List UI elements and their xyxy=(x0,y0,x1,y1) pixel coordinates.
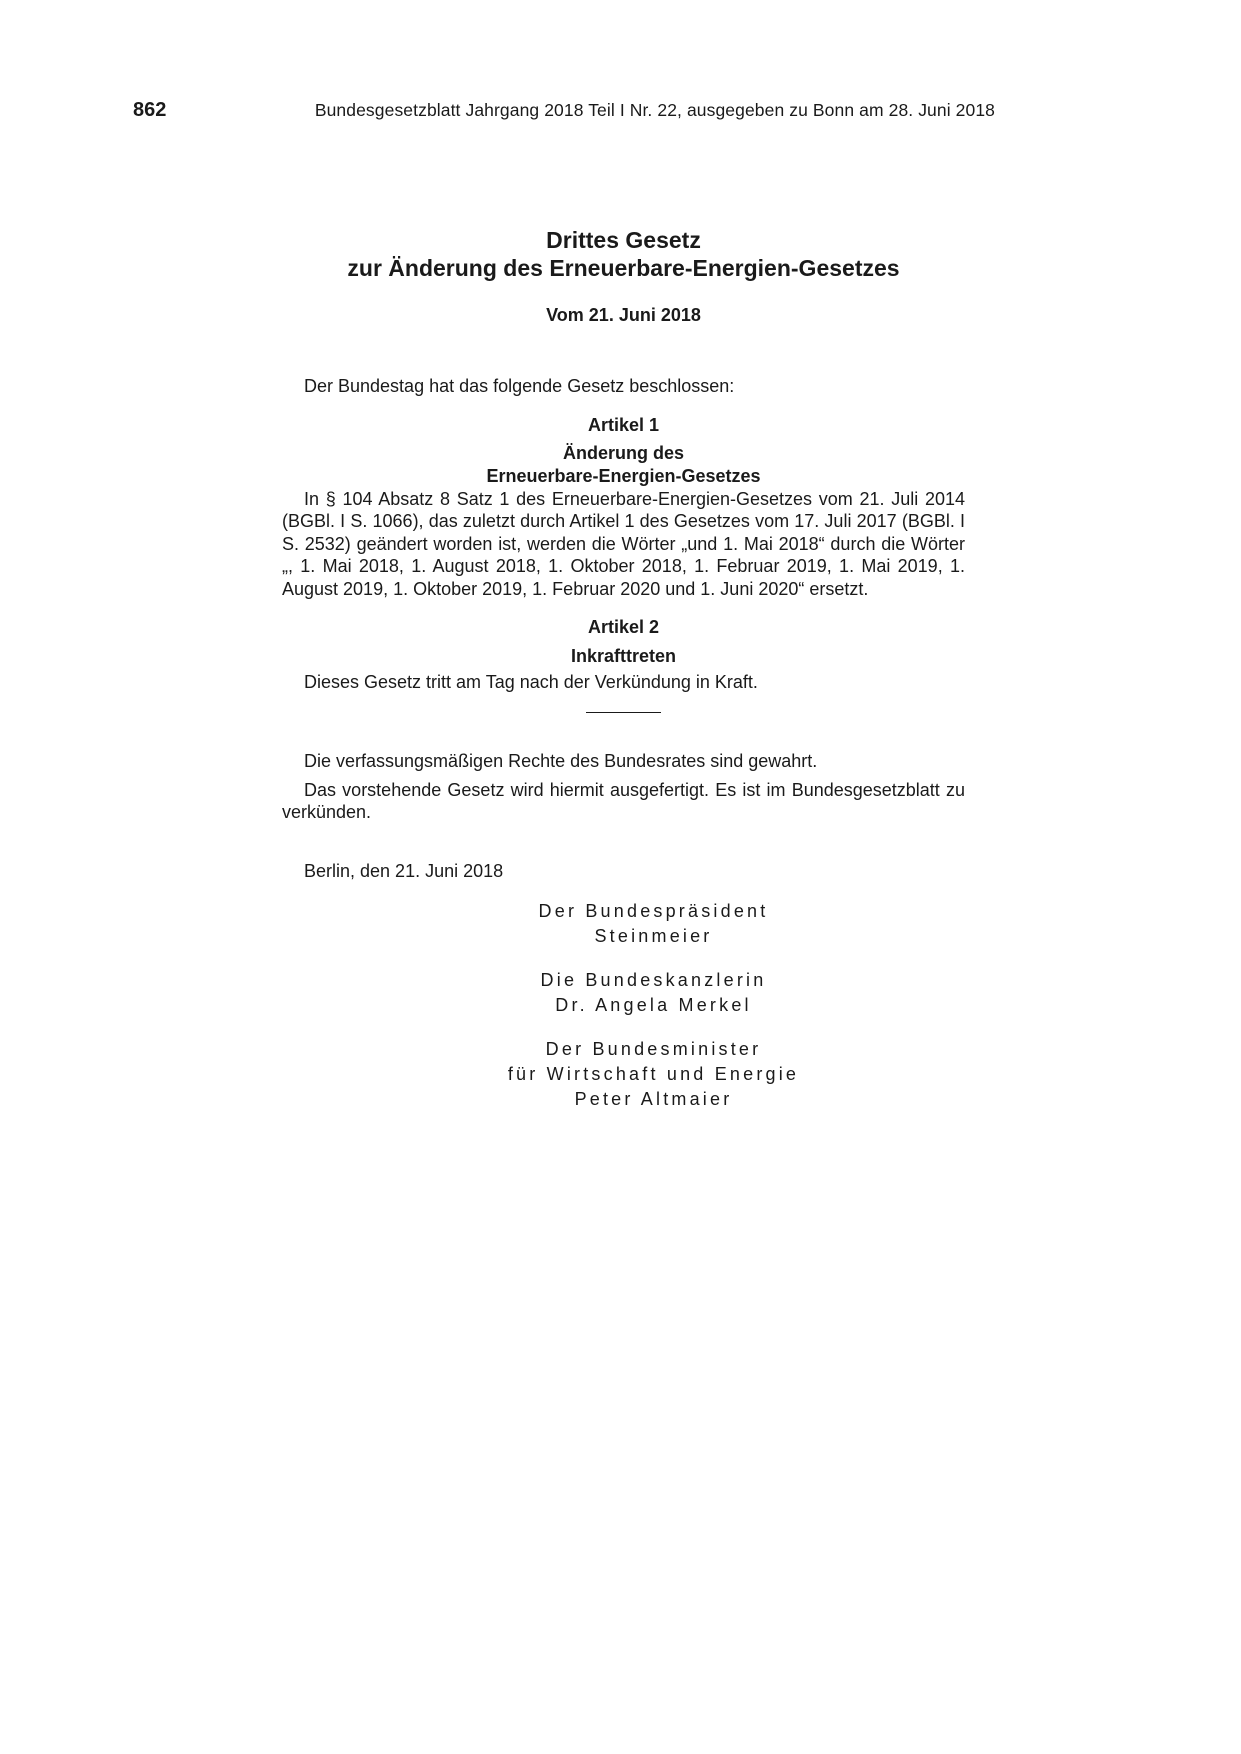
place-and-date: Berlin, den 21. Juni 2018 xyxy=(304,860,504,881)
page-header xyxy=(133,99,995,129)
document-body xyxy=(282,226,965,1112)
section-divider xyxy=(586,712,661,713)
signatory-role: Der Bundespräsident xyxy=(538,900,769,921)
document-date: Vom 21. Juni 2018 xyxy=(546,305,701,325)
article-1-number: Artikel 1 xyxy=(587,414,660,435)
running-head: Bundesgesetzblatt Jahrgang 2018 Teil I Nr. 22, ausgegeben zu Bonn am 28. Juni 2018 xyxy=(314,100,995,120)
signatory-role: Die Bundeskanzlerin xyxy=(540,969,767,990)
article-2-title: Inkrafttreten xyxy=(570,646,677,667)
signatory-name: Peter Altmaier xyxy=(574,1088,733,1109)
article-1-title xyxy=(282,442,965,487)
article-2-number: Artikel 2 xyxy=(587,617,660,638)
signatory-name: Dr. Angela Merkel xyxy=(555,994,752,1015)
article-1-text: In § 104 Absatz 8 Satz 1 des Erneuerbare-Energien-Gesetzes vom 21. Juli 2014 (BGBl. I S. 1066), das zuletzt durch Artikel 1 des Gesetzes vom 17. Juli 2017 (BGBl. I S. 2532) geändert worden ist, werden die Wörter „und 1. Mai 2018“ durch die Wörter „, 1. Mai 2018, 1. August 2018, 1. Oktober 2018, 1. Februar 2019, 1. Mai 2019, 1. August 2019, 1. Oktober 2019, 1. Februar 2020 und 1. Juni 2020“ ersetzt. xyxy=(282,489,965,599)
execution-statement: Das vorstehende Gesetz wird hiermit ausgefertigt. Es ist im Bundesgesetzblatt zu verkünden. xyxy=(282,779,965,823)
signature-section xyxy=(282,899,965,1112)
preamble: Der Bundestag hat das folgende Gesetz beschlossen: xyxy=(304,376,735,397)
article-1-title-line-1: Änderung des xyxy=(562,443,684,464)
signature-chancellor xyxy=(342,968,965,1018)
document-title xyxy=(282,226,965,282)
signatory-name: Steinmeier xyxy=(594,925,713,946)
title-line-1: Drittes Gesetz xyxy=(546,227,701,253)
title-line-2: zur Änderung des Erneuerbare-Energien-Gesetzes xyxy=(347,255,900,281)
signatory-role: Der Bundesminister xyxy=(545,1038,762,1059)
signature-minister xyxy=(342,1037,965,1112)
page-number: 862 xyxy=(133,99,167,121)
article-2-text: Dieses Gesetz tritt am Tag nach der Verkündung in Kraft. xyxy=(304,671,758,692)
article-1-title-line-2: Erneuerbare-Energien-Gesetzes xyxy=(486,465,761,486)
signature-president xyxy=(342,899,965,949)
signatory-role-continued: für Wirtschaft und Energie xyxy=(507,1063,800,1084)
bundesrat-rights-statement: Die verfassungsmäßigen Rechte des Bundesrates sind gewahrt. xyxy=(304,751,818,772)
